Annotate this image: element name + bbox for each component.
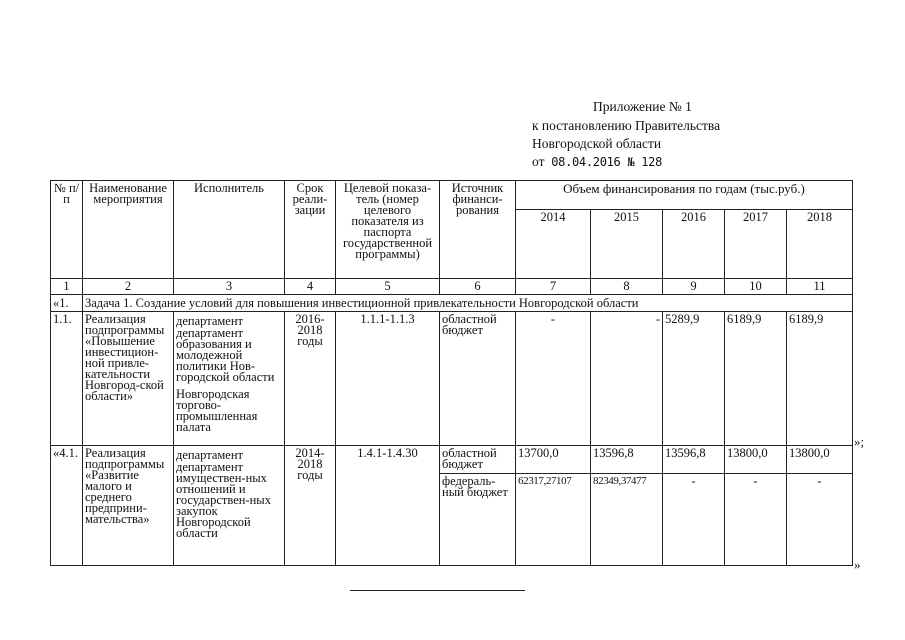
header-year: 2015 bbox=[591, 210, 663, 279]
value-2018: 13800,0 bbox=[787, 446, 853, 474]
row-name: Реализация подпрограммы «Развитие малого и среднего предприни-мательства» bbox=[83, 446, 174, 566]
task-title: Задача 1. Создание условий для повышения инвестиционной привлекательности Новгородской области bbox=[83, 295, 853, 312]
funding-table bbox=[50, 180, 853, 566]
header-year: 2017 bbox=[725, 210, 787, 279]
row-executor bbox=[174, 312, 285, 446]
task-number: «1. bbox=[51, 295, 83, 312]
value-2015: 82349,37477 bbox=[591, 474, 663, 566]
table-row bbox=[51, 446, 853, 474]
header-year: 2016 bbox=[663, 210, 725, 279]
column-number: 7 bbox=[516, 279, 591, 295]
column-number: 2 bbox=[83, 279, 174, 295]
table-row bbox=[51, 312, 853, 446]
column-number: 11 bbox=[787, 279, 853, 295]
column-number: 1 bbox=[51, 279, 83, 295]
row-executor bbox=[174, 446, 285, 566]
value-2017: - bbox=[725, 474, 787, 566]
header-source: Источник финанси-рования bbox=[440, 181, 516, 279]
executor-chamber: Новгородская торгово-промышленная палата bbox=[176, 387, 258, 434]
appendix-title: Приложение № 1 bbox=[593, 99, 692, 114]
row-term: 2014-2018 годы bbox=[285, 446, 336, 566]
value-2018: - bbox=[787, 474, 853, 566]
header-term: Срок реали-зации bbox=[285, 181, 336, 279]
column-number: 6 bbox=[440, 279, 516, 295]
column-number: 4 bbox=[285, 279, 336, 295]
appendix-date-line bbox=[532, 152, 662, 172]
executor-title: департамент bbox=[176, 448, 244, 462]
value-2016: - bbox=[663, 474, 725, 566]
row-indicator: 1.1.1-1.1.3 bbox=[336, 312, 440, 446]
row-term: 2016-2018 годы bbox=[285, 312, 336, 446]
task-row bbox=[51, 295, 853, 312]
executor-title: департамент bbox=[176, 314, 244, 328]
row-number: 1.1. bbox=[51, 312, 83, 446]
header-year: 2014 bbox=[516, 210, 591, 279]
closing-mark: »; bbox=[854, 434, 865, 449]
value-2014: 62317,27107 bbox=[516, 474, 591, 566]
column-number: 3 bbox=[174, 279, 285, 295]
closing-mark: » bbox=[854, 557, 861, 572]
value-2014: 13700,0 bbox=[516, 446, 591, 474]
appendix-line-region: Новгородской области bbox=[532, 136, 662, 151]
value-2018: 6189,9 bbox=[787, 312, 853, 446]
header-funding: Объем финансирования по годам (тыс.руб.) bbox=[516, 181, 853, 210]
column-number-row bbox=[51, 279, 853, 295]
row-name: Реализация подпрограммы «Повышение инвестицион-ной привле-кательности Новгород-ской области» bbox=[83, 312, 174, 446]
footer-divider bbox=[350, 590, 525, 591]
value-2015: - bbox=[591, 312, 663, 446]
from-label: от bbox=[532, 154, 545, 169]
decree-date-number: 08.04.2016 № 128 bbox=[551, 155, 663, 169]
value-2017: 13800,0 bbox=[725, 446, 787, 474]
value-2015: 13596,8 bbox=[591, 446, 663, 474]
header-indicator: Целевой показа-тель (номер целевого показателя из паспорта государственной программы) bbox=[336, 181, 440, 279]
appendix-line-decree: к постановлению Правительства bbox=[532, 118, 721, 133]
value-2017: 6189,9 bbox=[725, 312, 787, 446]
row-number: «4.1. bbox=[51, 446, 83, 566]
header-row-1 bbox=[51, 181, 853, 210]
header-year: 2018 bbox=[787, 210, 853, 279]
row-indicator: 1.4.1-1.4.30 bbox=[336, 446, 440, 566]
executor-dept: департамент имуществен-ных отношений и государствен-ных закупок Новгородской области bbox=[176, 460, 271, 540]
row-source: областной бюджет bbox=[440, 446, 516, 474]
column-number: 8 bbox=[591, 279, 663, 295]
row-source: федераль-ный бюджет bbox=[440, 474, 516, 566]
header-name: Наименование мероприятия bbox=[83, 181, 174, 279]
column-number: 10 bbox=[725, 279, 787, 295]
executor-dept: департамент образования и молодежной политики Нов-городской области bbox=[176, 326, 275, 384]
column-number: 5 bbox=[336, 279, 440, 295]
row-source: областной бюджет bbox=[440, 312, 516, 446]
header-num: № п/п bbox=[51, 181, 83, 279]
header-executor: Исполнитель bbox=[174, 181, 285, 279]
value-2016: 13596,8 bbox=[663, 446, 725, 474]
value-2016: 5289,9 bbox=[663, 312, 725, 446]
column-number: 9 bbox=[663, 279, 725, 295]
value-2014: - bbox=[516, 312, 591, 446]
